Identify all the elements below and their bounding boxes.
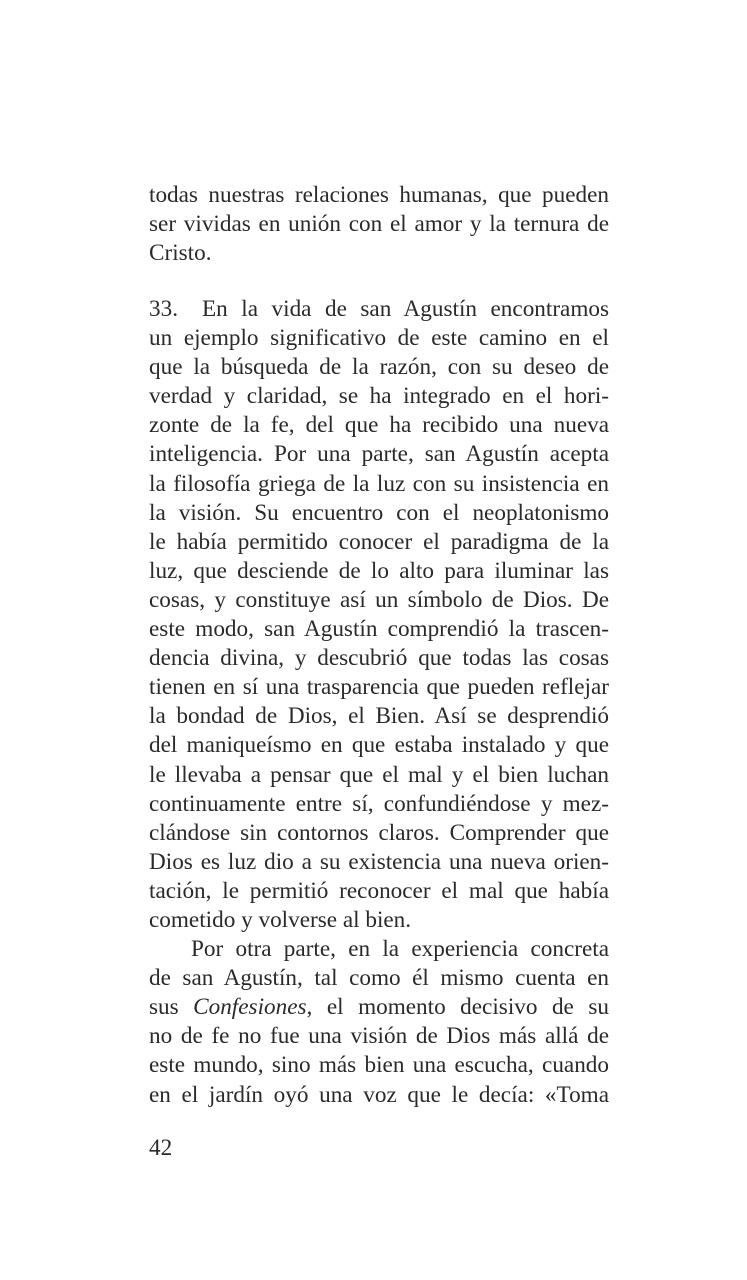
text-line: del maniqueísmo en que estaba instalado y que xyxy=(149,732,609,759)
text-line: un ejemplo significativo de este camino en el xyxy=(149,325,609,352)
text-line: continuamente entre sí, confundiéndose y mez- xyxy=(149,790,609,817)
text-fragment: sus xyxy=(149,994,194,1021)
text-line: cometido y volverse al bien. xyxy=(149,906,412,933)
text-line-with-title xyxy=(149,993,609,1022)
text-line: dencia divina, y descubrió que todas las cosas xyxy=(149,645,609,672)
page-number: 42 xyxy=(149,1135,173,1161)
text-line: luz, que desciende de lo alto para iluminar las xyxy=(149,557,609,584)
continuation-paragraph xyxy=(149,181,609,268)
text-line: en el jardín oyó una voz que le decía: «Toma xyxy=(149,1081,609,1108)
text-line: inteligencia. Por una parte, san Agustín acepta xyxy=(149,441,609,468)
text-line: cosas, y constituye así un símbolo de Dios. De xyxy=(149,586,609,613)
text-line: la bondad de Dios, el Bien. Así se desprendió xyxy=(149,703,609,730)
text-line: En la vida de san Agustín encontramos xyxy=(202,296,609,322)
text-line: que la búsqueda de la razón, con su deseo de xyxy=(149,354,609,381)
text-line: Cristo. xyxy=(149,240,212,267)
book-title: Confesiones xyxy=(193,994,307,1021)
text-line: le había permitido conocer el paradigma de la xyxy=(149,528,609,555)
text-line: Dios es luz dio a su existencia una nueva orien- xyxy=(149,848,609,875)
text-line: ser vividas en unión con el amor y la ternura de xyxy=(149,211,609,238)
text-line: tación, le permitió reconocer el mal que había xyxy=(149,877,609,904)
text-line: este modo, san Agustín comprendió la trascen- xyxy=(149,616,609,643)
text-line: Por otra parte, en la experiencia concreta xyxy=(191,936,609,963)
text-fragment: , el momento decisivo de su xyxy=(306,994,609,1021)
text-line: este mundo, sino más bien una escucha, cuando xyxy=(149,1052,609,1079)
text-line: todas nuestras relaciones humanas, que pueden xyxy=(149,182,609,208)
text-line: verdad y claridad, se ha integrado en el hori- xyxy=(149,383,609,410)
text-line: clándose sin contornos claros. Comprender que xyxy=(149,819,609,846)
text-line: la visión. Su encuentro con el neoplatonismo xyxy=(149,499,609,526)
text-line: no de fe no fue una visión de Dios más allá de xyxy=(149,1023,609,1050)
text-line: le llevaba a pensar que el mal y el bien luchan xyxy=(149,761,609,788)
paragraph-number: 33. xyxy=(149,296,178,322)
paragraph-33 xyxy=(149,295,609,1110)
text-line: de san Agustín, tal como él mismo cuenta en xyxy=(149,965,609,992)
text-line: la filosofía griega de la luz con su insistencia en xyxy=(149,470,609,497)
text-line: tienen en sí una trasparencia que pueden reflejar xyxy=(149,674,609,701)
text-line: zonte de la fe, del que ha recibido una nueva xyxy=(149,412,609,439)
paragraph-first-line xyxy=(149,295,609,324)
